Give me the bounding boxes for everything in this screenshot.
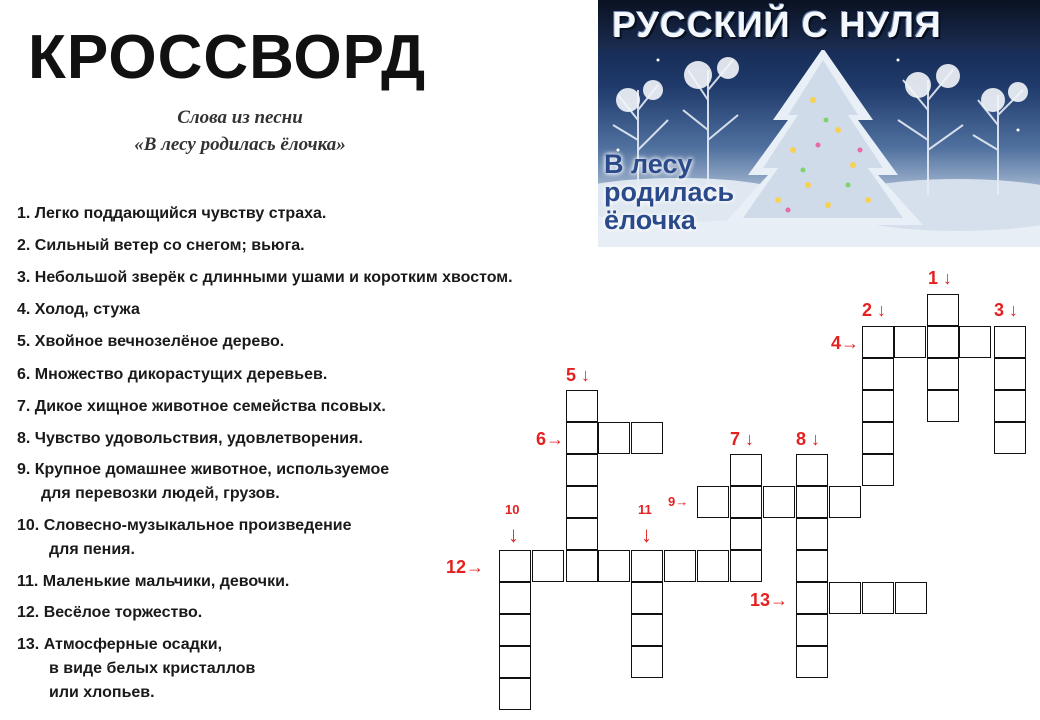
subtitle-line-2: «В лесу родилась ёлочка» [134, 134, 346, 155]
crossword-cell-w2-2[interactable] [862, 358, 894, 390]
banner-caption-line-3: ёлочка [604, 205, 696, 235]
crossword-cell-w10-2[interactable] [499, 582, 531, 614]
crossword-cell-w12-1[interactable] [499, 550, 531, 582]
crossword-cell-w1-2[interactable] [927, 326, 959, 358]
crossword-cell-w2-3[interactable] [862, 390, 894, 422]
crossword-cell-w11-4[interactable] [631, 646, 663, 678]
clue-13-text: 13. Атмосферные осадки, [17, 636, 223, 653]
clue-4: 4. Холод, стужа [17, 301, 140, 318]
crossword-cell-w5-4[interactable] [566, 486, 598, 518]
crossword-cell-w9-1[interactable] [697, 486, 729, 518]
crossword-cell-w5-5[interactable] [566, 518, 598, 550]
banner-caption-line-1: В лесу [604, 149, 693, 179]
clue-number-8: 8 ↓ [796, 429, 821, 449]
crossword-cell-w8-2[interactable] [796, 486, 828, 518]
clue-number-3: 3 ↓ [994, 300, 1019, 320]
crossword-cell-w2-4[interactable] [862, 422, 894, 454]
banner-image [598, 0, 1040, 247]
subtitle-line-1: Слова из песни [177, 107, 303, 128]
crossword-cell-w12-8[interactable] [730, 550, 762, 582]
crossword-cell-w4-2[interactable] [894, 326, 926, 358]
crossword-cell-w12-4[interactable] [598, 550, 630, 582]
crossword-cell-w8-3[interactable] [796, 518, 828, 550]
crossword-cell-w3-3[interactable] [994, 390, 1026, 422]
clue-number-2: 2 ↓ [862, 300, 887, 320]
banner-title: РУССКИЙ С НУЛЯ [612, 4, 942, 45]
crossword-cell-w13-4[interactable] [895, 582, 927, 614]
clue-11: 11. Маленькие мальчики, девочки. [17, 573, 290, 590]
clue-3: 3. Небольшой зверёк с длинными ушами и коротким хвостом. [17, 269, 513, 286]
clue-13-cont-1: в виде белых кристаллов [49, 660, 256, 677]
crossword-cell-w13-3[interactable] [862, 582, 894, 614]
crossword-cell-w12-6[interactable] [664, 550, 696, 582]
crossword-cell-w8-4[interactable] [796, 550, 828, 582]
crossword-cell-w5-2[interactable] [566, 422, 598, 454]
clue-1: 1. Легко поддающийся чувству страха. [17, 205, 327, 222]
clue-9-cont: для перевозки людей, грузов. [41, 485, 280, 502]
banner-caption-line-2: родилась [604, 177, 735, 207]
crossword-cell-w9-5[interactable] [829, 486, 861, 518]
clue-13-cont-2: или хлопьев. [49, 684, 155, 701]
crossword-cell-w4-5[interactable] [994, 326, 1026, 358]
clue-13 [17, 633, 255, 705]
crossword-cell-w11-3[interactable] [631, 614, 663, 646]
clue-number-6: 6→ [536, 429, 565, 449]
clue-11-arrow-icon: ↓ [641, 522, 652, 547]
crossword-cell-w5-3[interactable] [566, 454, 598, 486]
clue-number-9: 9→ [668, 494, 689, 509]
crossword-cell-w10-3[interactable] [499, 614, 531, 646]
clue-9 [17, 458, 389, 506]
crossword-cell-w7-1[interactable] [730, 454, 762, 486]
crossword-cell-w6-2[interactable] [598, 422, 630, 454]
crossword-cell-w13-2[interactable] [829, 582, 861, 614]
clue-number-10: 10 [505, 502, 520, 517]
crossword-cell-w7-3[interactable] [730, 518, 762, 550]
crossword-cell-w7-2[interactable] [730, 486, 762, 518]
clue-number-5: 5 ↓ [566, 365, 591, 385]
clue-number-4: 4→ [831, 333, 860, 353]
crossword-cell-w12-3[interactable] [566, 550, 598, 582]
clue-10-arrow-icon: ↓ [508, 522, 519, 547]
clue-number-11: 11 [638, 502, 652, 517]
crossword-cell-w6-3[interactable] [631, 422, 663, 454]
crossword-cell-w1-3[interactable] [927, 358, 959, 390]
crossword-cell-w9-3[interactable] [763, 486, 795, 518]
crossword-cell-w12-5[interactable] [631, 550, 663, 582]
crossword-cell-w1-1[interactable] [927, 294, 959, 326]
crossword-cell-w1-4[interactable] [927, 390, 959, 422]
clue-number-13: 13→ [750, 590, 789, 610]
crossword-cell-w2-5[interactable] [862, 454, 894, 486]
crossword-cell-w4-1[interactable] [862, 326, 894, 358]
clue-10-text: 10. Словесно-музыкальное произведение [17, 517, 352, 534]
clue-9-text: 9. Крупное домашнее животное, используемое [17, 461, 390, 478]
clue-6: 6. Множество дикорастущих деревьев. [17, 366, 328, 383]
clue-number-7: 7 ↓ [730, 429, 755, 449]
crossword-cell-w8-7[interactable] [796, 646, 828, 678]
clue-8: 8. Чувство удовольствия, удовлетворения. [17, 430, 363, 447]
clue-number-12: 12→ [446, 557, 485, 577]
clue-2: 2. Сильный ветер со снегом; вьюга. [17, 237, 305, 254]
crossword-cell-w8-5[interactable] [796, 582, 828, 614]
crossword-cell-w8-6[interactable] [796, 614, 828, 646]
crossword-cell-w11-2[interactable] [631, 582, 663, 614]
crossword-cell-w8-1[interactable] [796, 454, 828, 486]
crossword-cell-w10-4[interactable] [499, 646, 531, 678]
clue-10 [17, 514, 352, 562]
clue-10-cont: для пения. [49, 541, 135, 558]
crossword-cell-w12-7[interactable] [697, 550, 729, 582]
crossword-cell-w10-5[interactable] [499, 678, 531, 710]
clue-5: 5. Хвойное вечнозелёное дерево. [17, 333, 285, 350]
crossword-cell-w3-4[interactable] [994, 422, 1026, 454]
banner-caption [604, 150, 734, 234]
crossword-cell-w4-4[interactable] [959, 326, 991, 358]
page-title: КРОССВОРД [28, 23, 427, 92]
clue-number-1: 1 ↓ [928, 268, 953, 288]
crossword-cell-w3-2[interactable] [994, 358, 1026, 390]
clue-7: 7. Дикое хищное животное семейства псовых. [17, 398, 386, 415]
crossword-cell-w12-2[interactable] [532, 550, 564, 582]
clue-12: 12. Весёлое торжество. [17, 604, 203, 621]
page-subtitle [60, 104, 420, 158]
crossword-cell-w5-1[interactable] [566, 390, 598, 422]
